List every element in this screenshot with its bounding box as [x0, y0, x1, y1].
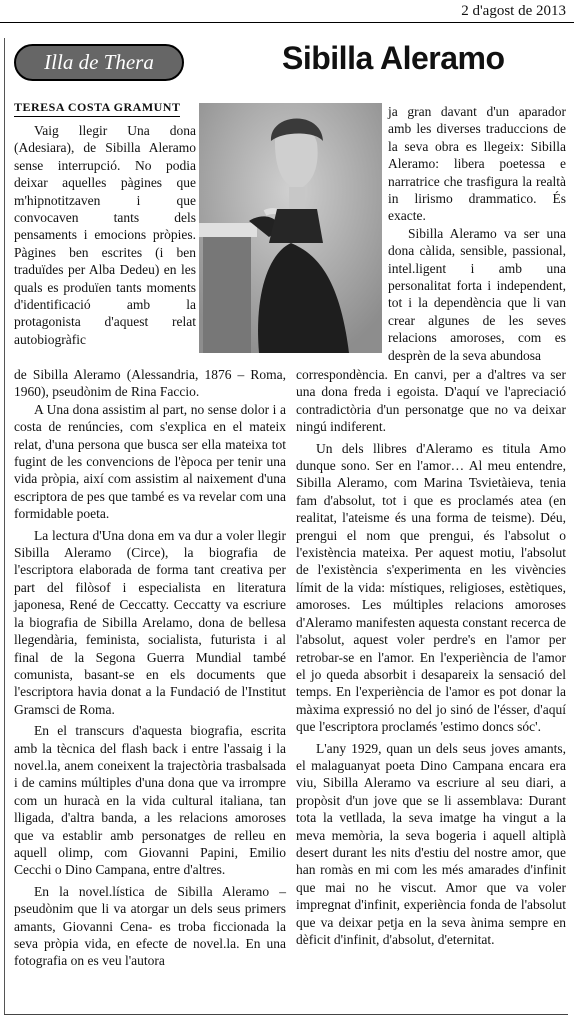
- paragraph: correspondència. En canvi, per a d'altres va ser una dona freda i egoista. D'aquí ve l'apreciació contradictòria d'un personatge que no va deixar ningú indiferent.: [296, 367, 566, 435]
- paragraph: En el transcurs d'aquesta biografia, escrita amb la tècnica del flash back i entre l'assaig i la novel.la, anem coneixent la trajectòria trasbalsada i de camins múltiples d'una dona que va irrompre com un huracà en la vida cultural italiana, tan lligada, d'altra banda, a les relacions amoroses que va establir amb personatges de relleu en aquell olimp, com Giovanni Papini, Emilio Cecchi o Dino Campana, entre d'altres.: [14, 723, 286, 878]
- footer-rule: [4, 1014, 568, 1015]
- author-last-name: COSTA GRAMUNT: [67, 100, 181, 114]
- paragraph: L'any 1929, quan un dels seus joves amants, el malaguanyat poeta Dino Campana encara era viu, Sibilla Aleramo va escriure al seu diari, a propòsit d'un jove que se li assemblava: Durant tota la vetllada, la seva imatge ha vingut a la meva memòria, la seva bogeria i aquell altiplà desert durant les nits d'estiu del nostre amor, que han romàs en mi com les més amarades d'infinit que mai no he viscut. Amor que va voler impregnat d'infinit, experiència fonda de l'absolut que va deixar petja en la seva ànima sempre en dèficit d'infinit, d'absolut, d'eternitat.: [296, 740, 566, 947]
- portrait-photo: [199, 103, 382, 353]
- author-first-name: TERESA: [14, 100, 65, 114]
- paragraph: La lectura d'Una dona em va dur a voler llegir Sibilla Aleramo (Circe), la biografia de l'escriptora elaborada de forma tant creativa per part del filòsof i especialista en literatura japonesa, René de Ceccatty. Ceccatty va escriure la biografia de Sibilla Arelamo, dona de bellesa llegendària, feminista, socialista, futurista i al final de la Segona Guerra Mundial també comunista, basant-se en els documents que l'escriptora havia donat a la Fundació de l'Institut Gramsci de Roma.: [14, 527, 286, 717]
- header-rule: [0, 22, 574, 23]
- issue-date: 2 d'agost de 2013: [461, 3, 566, 19]
- article-title: Sibilla Aleramo: [282, 40, 505, 76]
- author-byline: [14, 100, 180, 117]
- section-label: Illa de Thera: [44, 50, 154, 74]
- paragraph: Vaig llegir Una dona (Adesiara), de Sibilla Aleramo sense interrupció. No podia deixar aquelles pàgines que m'hipnotitzaven i que convocaven tants dels pensaments i emocions pròpies. Pàgines ben escrites (i ben traduïdes per Alba Dedeu) en les quals es produïen tants moments d'identificació amb la protagonista d'aquest relat autobiogràfic: [14, 123, 196, 347]
- article-column-left-top: [14, 122, 196, 348]
- paragraph: ja gran davant d'un aparador amb les diverses traduccions de la seva obra es llegeix: Sibilla Aleramo: libera poetessa e narratrice che trasfigura la realtà in lirismo drammatico. És exacte.: [388, 104, 566, 224]
- section-label-box: [14, 44, 184, 81]
- paragraph: Sibilla Aleramo va ser una dona càlida, sensible, passional, intel.ligent i amb una personalitat forta i independent, tot i la dependència que li van crear algunes de les seves relacions amoroses, com es desprèn de la seva abundosa: [388, 225, 566, 363]
- article-column-right-top: [388, 103, 566, 364]
- article-column-right: [296, 366, 566, 948]
- paragraph: En la novel.lística de Sibilla Aleramo –pseudònim que li va atorgar un dels seus primers amants, Giovanni Cena- es troba ficcionada la seva pròpia vida, en efecte de novel.la. En una fotografia on es veu l'autora: [14, 883, 286, 969]
- paragraph: A Una dona assistim al part, no sense dolor i a costa de renúncies, com s'explica en el mateix relat, d'una persona que busca ser ella mateixa tot fugint de les convencions de l'època per tenir una vida pròpia, així com assistim al naixement d'una escriptora de pes que també es va revelar com una formidable poeta.: [14, 401, 286, 522]
- column-rule: [4, 38, 5, 1014]
- paragraph: Un dels llibres d'Aleramo es titula Amo dunque sono. Ser en l'amor… Al meu entendre, Sibilla Aleramo, com Marina Tsvietàieva, tenia fam d'absolut, tot i que es proclamés atea (en realitat, l'ateisme és una forma de teisme). Déu, prengui el nom que prengui, és l'absolut o l'existència mateixa. Per aquest motiu, l'absolut de l'existència s'experimenta en les vivències límit de la vida: místiques, religioses, estètiques, amoroses. Les múltiples relacions amoroses d'Aleramo manifesten aquesta constant recerca de l'absolut, aquest voler perdre's en l'amor per retrobar-se en l'amor. En l'experiència de l'amor el jo queda absorbit i desapareix la sensació del temps. En l'experiència de l'amor es pot donar la màxima expressió no del jo sinó de l'ésser, d'aquí que l'escriptora proclamés 'estimo doncs sóc'.: [296, 440, 566, 735]
- article-column-left: [14, 366, 286, 970]
- paragraph: de Sibilla Aleramo (Alessandria, 1876 – Roma, 1960), pseudònim de Rina Faccio.: [14, 367, 286, 400]
